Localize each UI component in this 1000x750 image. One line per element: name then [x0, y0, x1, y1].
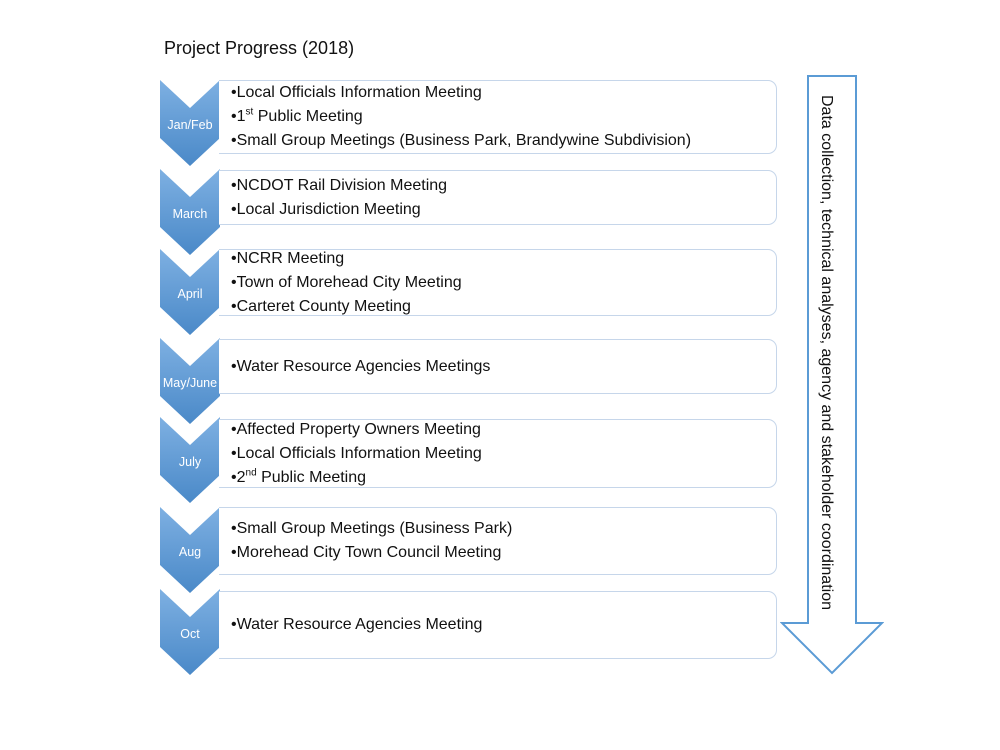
bullet-text: Small Group Meetings (Business Park): [236, 520, 513, 537]
step-chevron: [160, 507, 220, 593]
step-chevron: [160, 338, 220, 424]
step-label: Oct: [180, 627, 200, 641]
bullet-item: [231, 129, 776, 153]
step-details-box: [219, 591, 777, 659]
bullet-item: [231, 271, 776, 295]
bullet-text-number: 2: [236, 468, 246, 486]
bullet-item: [231, 105, 776, 129]
bullet-text: Town of Morehead City Meeting: [236, 273, 462, 291]
bullet-icon: •: [231, 420, 237, 438]
bullet-item: [231, 418, 776, 442]
bullet-text: Water Resource Agencies Meetings: [236, 357, 491, 375]
bullet-icon: •: [231, 297, 237, 315]
step-details-box: [219, 507, 777, 575]
bullet-icon: •: [231, 520, 237, 537]
bullet-icon: •: [231, 616, 237, 633]
bullet-icon: •: [231, 200, 237, 218]
bullet-text-ordinal-suffix: nd: [245, 467, 257, 479]
bullet-icon: •: [231, 444, 237, 462]
step-label: July: [178, 455, 202, 469]
bullet-icon: •: [231, 132, 237, 149]
bullet-icon: •: [231, 273, 237, 291]
bullet-icon: •: [231, 468, 237, 486]
bullet-icon: •: [231, 84, 237, 101]
bullet-item: [231, 355, 776, 379]
step-label: April: [177, 287, 203, 301]
bullet-item: [231, 198, 776, 222]
bullet-text: Public Meeting: [253, 108, 363, 125]
bullet-icon: •: [231, 357, 237, 375]
step-details-box: [219, 80, 777, 154]
step-details-box: [219, 249, 777, 316]
bullet-text: Water Resource Agencies Meeting: [236, 616, 483, 633]
bullet-item: [231, 517, 776, 541]
bullet-item: [231, 295, 776, 319]
step-label: March: [172, 207, 208, 221]
bullet-item: [231, 466, 776, 490]
bullet-icon: •: [231, 249, 237, 267]
step-details-box: [219, 339, 777, 394]
bullet-item: [231, 174, 776, 198]
bullet-icon: •: [231, 108, 237, 125]
page-title: Project Progress (2018): [164, 38, 355, 58]
side-arrow-label: Data collection, technical analyses, agency and stakeholder coordination: [818, 95, 835, 610]
bullet-text: NCDOT Rail Division Meeting: [236, 176, 448, 194]
bullet-item: [231, 442, 776, 466]
step-details-box: [219, 419, 777, 488]
bullet-item: [231, 541, 776, 565]
step-label: Jan/Feb: [167, 118, 213, 132]
bullet-text: Local Officials Information Meeting: [236, 84, 482, 101]
bullet-item: [231, 613, 776, 637]
bullet-icon: •: [231, 544, 237, 561]
bullet-item: [231, 81, 776, 105]
bullet-text-number: 1: [236, 108, 246, 125]
step-label: Aug: [178, 545, 202, 559]
bullet-text: Morehead City Town Council Meeting: [236, 544, 502, 561]
step-details-box: [219, 170, 777, 225]
step-chevron: [160, 80, 220, 166]
bullet-item: [231, 247, 776, 271]
step-chevron: [160, 417, 220, 503]
bullet-text: Local Jurisdiction Meeting: [236, 200, 421, 218]
step-label: May/June: [162, 376, 218, 390]
bullet-icon: •: [231, 176, 237, 194]
bullet-text-ordinal-suffix: st: [245, 106, 254, 118]
step-chevron: [160, 249, 220, 335]
step-chevron: [160, 169, 220, 255]
bullet-text: Local Officials Information Meeting: [236, 444, 482, 462]
step-chevron: [160, 589, 220, 675]
bullet-text: Small Group Meetings (Business Park, Brandywine Subdivision): [236, 132, 692, 149]
bullet-text: Affected Property Owners Meeting: [236, 420, 481, 438]
bullet-text: NCRR Meeting: [236, 249, 345, 267]
bullet-text: Public Meeting: [256, 468, 367, 486]
bullet-text: Carteret County Meeting: [236, 297, 411, 315]
